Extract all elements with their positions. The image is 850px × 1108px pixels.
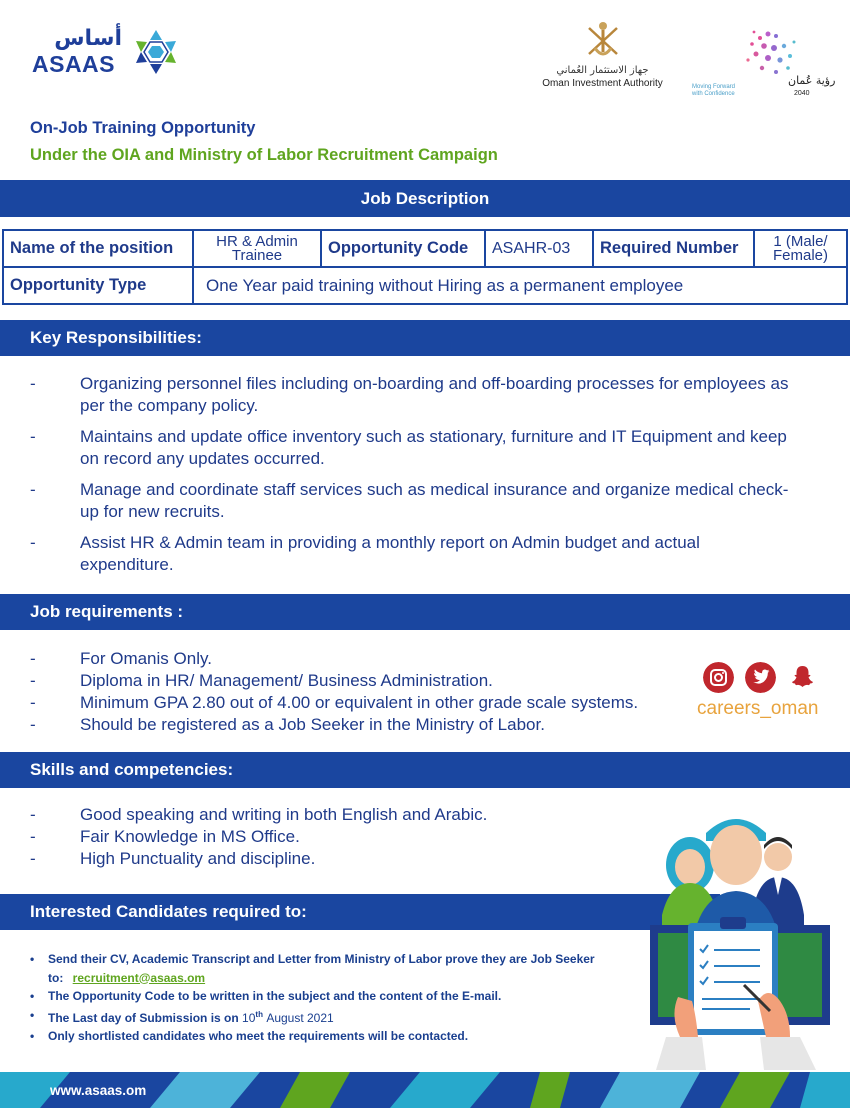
responsibility-text: Organizing personnel files including on-boarding and off-boarding processes for employees as per the company policy. (80, 374, 789, 415)
responsibilities-list (0, 373, 850, 576)
bullet: • (30, 952, 35, 966)
page-subtitle: Under the OIA and Ministry of Labor Recruitment Campaign (30, 146, 498, 164)
candidates-band (0, 894, 720, 930)
dash-bullet: - (30, 715, 36, 734)
list-item (30, 1006, 650, 1028)
list-item (30, 987, 650, 1006)
oman-emblem-icon (581, 18, 625, 62)
submission-day-suffix: th (255, 1009, 263, 1019)
bullet: • (30, 1007, 35, 1022)
responsibilities-band (0, 320, 850, 356)
dash-bullet: - (30, 427, 36, 446)
requirement-text: Should be registered as a Job Seeker in the Ministry of Labor. (80, 715, 545, 734)
snapchat-icon[interactable] (787, 662, 818, 693)
social-media-block (695, 658, 835, 722)
skill-text: High Punctuality and discipline. (80, 849, 316, 868)
dash-bullet: - (30, 827, 36, 846)
vision-arabic: رؤية عُمان (788, 74, 836, 87)
vision-tag-1: Moving Forward (692, 84, 736, 90)
job-description-band (0, 180, 850, 217)
candidates-list (30, 950, 650, 1046)
dash-bullet: - (30, 805, 36, 824)
oia-english-name: Oman Investment Authority (542, 78, 663, 89)
submission-date: August 2021 (266, 1010, 334, 1025)
responsibility-text: Manage and coordinate staff services such as medical insurance and organize medical check-up for new recruits. (80, 480, 789, 521)
vision-year: 2040 (794, 90, 810, 97)
candidates-heading: Interested Candidates required to: (30, 902, 307, 921)
position-value-line2: Trainee (231, 246, 283, 264)
job-description-heading: Job Description (360, 189, 490, 208)
dash-bullet: - (30, 693, 36, 712)
candidate-instruction-2: The Opportunity Code to be written in the subject and the content of the E-mail. (48, 989, 502, 1003)
requirement-text: Diploma in HR/ Management/ Business Administration. (80, 671, 493, 690)
required-value-line1: 1 (Male/ (773, 232, 828, 250)
requirement-text: Minimum GPA 2.80 out of 4.00 or equivalent in other grade scale systems. (80, 693, 639, 712)
skill-text: Fair Knowledge in MS Office. (80, 827, 300, 846)
recruitment-illustration (640, 805, 840, 1070)
bullet: • (30, 1029, 35, 1043)
requirements-heading: Job requirements : (30, 602, 184, 621)
oia-arabic-name: جهاز الاستثمار العُماني (556, 65, 649, 76)
position-value-line1: HR & Admin (216, 232, 298, 250)
asaas-logo-arabic: أساس (54, 26, 122, 51)
asaas-logo (30, 26, 190, 78)
list-item (0, 532, 850, 576)
candidate-instruction-3: The Last day of Submission is on (48, 1010, 239, 1025)
required-value-line2: Female) (772, 246, 828, 264)
candidate-instruction-1-to: to: (48, 970, 64, 985)
required-value (754, 230, 847, 267)
dash-bullet: - (30, 849, 36, 868)
required-label: Required Number (593, 230, 754, 267)
list-item (0, 479, 850, 523)
skill-text: Good speaking and writing in both English and Arabic. (80, 805, 488, 824)
website-link[interactable]: www.asaas.om (50, 1083, 147, 1098)
header (0, 0, 850, 110)
position-value (193, 230, 321, 267)
bullet: • (30, 989, 35, 1003)
code-label: Opportunity Code (321, 230, 485, 267)
dash-bullet: - (30, 533, 36, 552)
dash-bullet: - (30, 671, 36, 690)
requirement-text: For Omanis Only. (80, 649, 212, 668)
submission-day: 10 (242, 1010, 256, 1025)
table-row (3, 267, 847, 304)
vision-tag-2: with Confidence (692, 91, 735, 97)
asaas-logo-english: ASAAS (32, 51, 116, 77)
responsibilities-heading: Key Responsibilities: (30, 328, 202, 347)
list-item (0, 373, 850, 417)
asaas-logo-icon (130, 26, 182, 78)
table-row (3, 230, 847, 267)
responsibility-text: Assist HR & Admin team in providing a monthly report on Admin budget and actual expenditure. (80, 533, 700, 574)
requirements-band (0, 594, 850, 630)
type-value: One Year paid training without Hiring as a permanent employee (193, 267, 847, 304)
twitter-icon[interactable] (745, 662, 776, 693)
page-title: On-Job Training Opportunity (30, 119, 256, 137)
list-item (30, 1027, 650, 1046)
instagram-icon[interactable] (703, 662, 734, 693)
dash-bullet: - (30, 480, 36, 499)
recruitment-email-link[interactable]: recruitment@asaas.om (72, 970, 206, 985)
skills-heading: Skills and competencies: (30, 760, 234, 779)
candidate-instruction-1: Send their CV, Academic Transcript and Letter from Ministry of Labor prove they are Job Seeker (48, 952, 595, 966)
oia-logo (535, 18, 670, 98)
dash-bullet: - (30, 374, 36, 393)
list-item (0, 426, 850, 470)
responsibility-text: Maintains and update office inventory such as stationary, furniture and IT Equipment and keep on record any updates occurred. (80, 427, 787, 468)
oman-vision-2040-logo (690, 20, 838, 100)
social-handle[interactable]: careers_oman (697, 698, 819, 719)
code-value: ASAHR-03 (485, 230, 593, 267)
skills-band (0, 752, 850, 788)
list-item (30, 950, 650, 987)
position-label: Name of the position (3, 230, 193, 267)
dash-bullet: - (30, 649, 36, 668)
type-label: Opportunity Type (3, 267, 193, 304)
candidate-instruction-4: Only shortlisted candidates who meet the requirements will be contacted. (48, 1029, 469, 1043)
job-info-table (2, 229, 848, 305)
